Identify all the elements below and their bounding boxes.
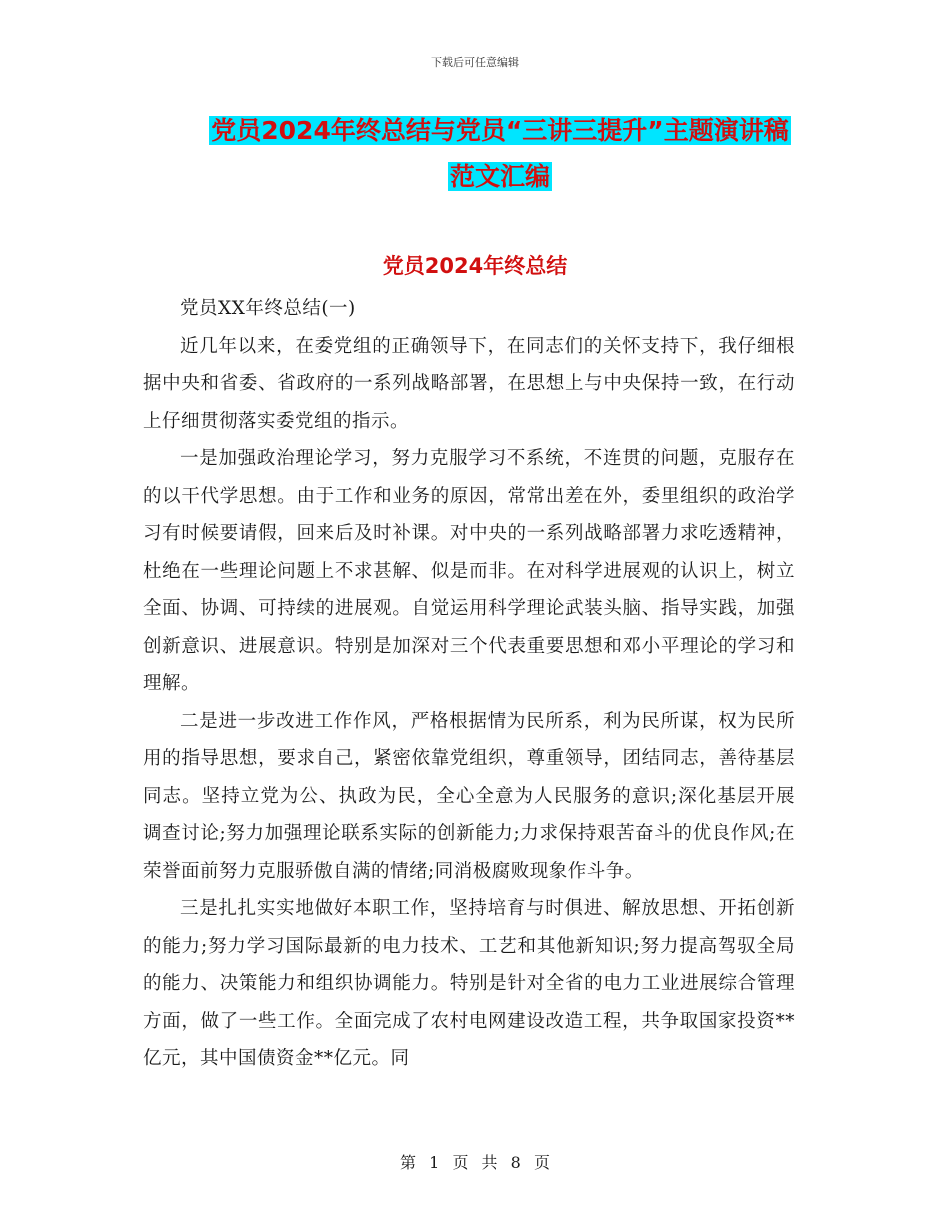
- paragraph-point-one: 一是加强政治理论学习，努力克服学习不系统，不连贯的问题，克服存在的以干代学思想。由于工作和业务的原因，常常出差在外，委里组织的政治学习有时候要请假，回来后及时补课。对中央的一系列战略部署力求吃透精神，杜绝在一些理论问题上不求甚解、似是而非。在对科学进展观的认识上，树立全面、协调、可持续的进展观。自觉运用科学理论武装头脑、指导实践，加强创新意识、进展意识。特别是加深对三个代表重要思想和邓小平理论的学习和理解。: [143, 448, 795, 694]
- document-title-line-2: 范文汇编: [449, 162, 550, 191]
- footer-suffix: 页: [533, 1153, 550, 1172]
- document-title-line-1: 党员2024年终总结与党员“三讲三提升”主题演讲稿: [211, 116, 789, 145]
- section-title: 党员2024年终总结: [382, 254, 568, 278]
- page-footer: [0, 1150, 950, 1173]
- page-number: 1: [429, 1153, 440, 1172]
- paragraph-point-three: 三是扎扎实实地做好本职工作，坚持培育与时俱进、解放思想、开拓创新的能力;努力学习国际最新的电力技术、工艺和其他新知识;努力提高驾驭全局的能力、决策能力和组织协调能力。特别是针对全省的电力工业进展综合管理方面，做了一些工作。全面完成了农村电网建设改造工程，共争取国家投资**亿元，其中国债资金**亿元。同: [143, 898, 795, 1069]
- footer-total-label: 共: [481, 1153, 498, 1172]
- footer-page-label: 页: [452, 1153, 469, 1172]
- paragraph-point-two: 二是进一步改进工作作风，严格根据情为民所系，利为民所谋，权为民所用的指导思想，要求自己，紧密依靠党组织，尊重领导，团结同志，善待基层同志。坚持立党为公、执政为民，全心全意为人民服务的意识;深化基层开展调查讨论;努力加强理论联系实际的创新能力;力求保持艰苦奋斗的优良作风;在荣誉面前努力克服骄傲自满的情绪;同消极腐败现象作斗争。: [143, 710, 795, 882]
- document-body: [143, 290, 795, 1078]
- footer-prefix: 第: [400, 1153, 417, 1172]
- document-title: [120, 108, 880, 200]
- paragraph-subtitle: 党员XX年终总结(一): [180, 298, 356, 319]
- paragraph-intro: 近几年以来，在委党组的正确领导下，在同志们的关怀支持下，我仔细根据中央和省委、省政府的一系列战略部署，在思想上与中央保持一致，在行动上仔细贯彻落实委党组的指示。: [143, 335, 795, 432]
- header-note: 下载后可任意编辑: [431, 56, 519, 69]
- total-pages: 8: [510, 1153, 521, 1172]
